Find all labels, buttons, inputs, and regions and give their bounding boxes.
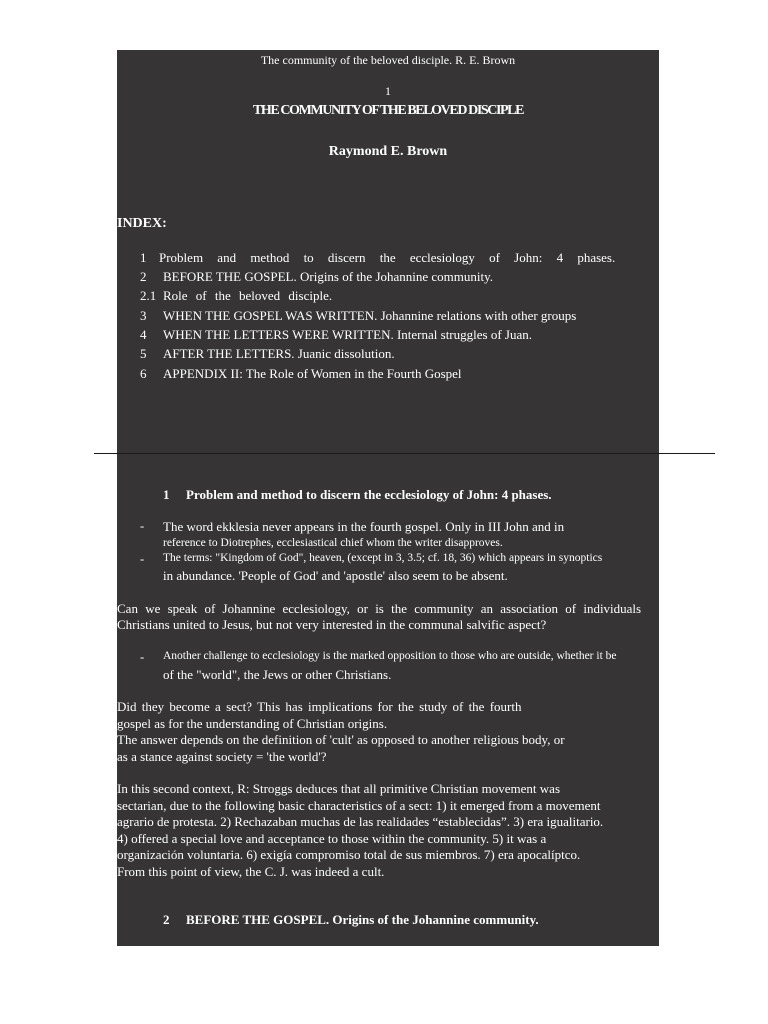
bullet-item: - The word ekklesia never appears in the fourth gospel. Only in III John and in reference to Diotrephes, ecclesiastical chief whom the writer disapproves. xyxy=(140,519,565,549)
page-divider xyxy=(94,453,715,454)
bullet-item: - Another challenge to ecclesiology is the marked opposition to those who are outside, whether it be of the "world", the Jews or other Christians. xyxy=(140,650,617,682)
paragraph: Can we speak of Johannine ecclesiology, or is the community an association of individuals Christians united to Jesus, but not very interested in the communal salvific aspect? xyxy=(117,601,642,632)
section-2-heading: 2 BEFORE THE GOSPEL. Origins of the Johannine community. xyxy=(163,912,539,927)
document-title: THE COMMUNITY OF THE BELOVED DISCIPLE xyxy=(252,103,524,118)
running-header: The community of the beloved disciple. R. E. Brown xyxy=(260,53,516,67)
index-item[interactable]: 1 Problem and method to discern the ecclesiology of John: 4 phases. xyxy=(140,250,616,265)
index-item[interactable]: 2.1 Role of the beloved disciple. xyxy=(140,288,333,303)
section-1-heading: 1 Problem and method to discern the ecclesiology of John: 4 phases. xyxy=(163,487,552,502)
index-item[interactable]: 6 APPENDIX II: The Role of Women in the Fourth Gospel xyxy=(140,366,462,381)
bullet-item: - The terms: "Kingdom of God", heaven, (except in 3, 3.5; cf. 18, 36) which appears in synoptics in abundance. 'People of God' and 'apostle' also seem to be absent. xyxy=(140,552,603,583)
paragraph: Did they become a sect? This has implications for the study of the fourth gospel as for the understanding of Christian origins. The answer depends on the definition of 'cult' as opposed to another religious body, or as a stance against society = 'the world'? xyxy=(117,699,565,764)
author-name: Raymond E. Brown xyxy=(328,144,448,159)
document-page xyxy=(117,50,659,946)
index-item[interactable]: 3 WHEN THE GOSPEL WAS WRITTEN. Johannine relations with other groups xyxy=(140,308,577,323)
index-item[interactable]: 4 WHEN THE LETTERS WERE WRITTEN. Internal struggles of Juan. xyxy=(140,327,532,342)
index-item[interactable]: 5 AFTER THE LETTERS. Juanic dissolution. xyxy=(140,346,395,361)
paragraph: In this second context, R: Stroggs deduces that all primitive Christian movement was sectarian, due to the following basic characteristics of a sect: 1) it emerged from a movement agrario de protesta. 2) Rechazaban muchas de las realidades “establecidas”. 3) era igualitario. 4) offered a special love and acceptance to those within the community. 5) it was a organización voluntaria. 6) exigía compromiso total de sus miembros. 7) era apocalíptco. From this point of view, the C. J. was indeed a cult. xyxy=(117,781,604,879)
page-number: 1 xyxy=(385,84,391,98)
index-heading: INDEX: xyxy=(117,216,167,231)
index-item[interactable]: 2 BEFORE THE GOSPEL. Origins of the Johannine community. xyxy=(140,269,494,284)
